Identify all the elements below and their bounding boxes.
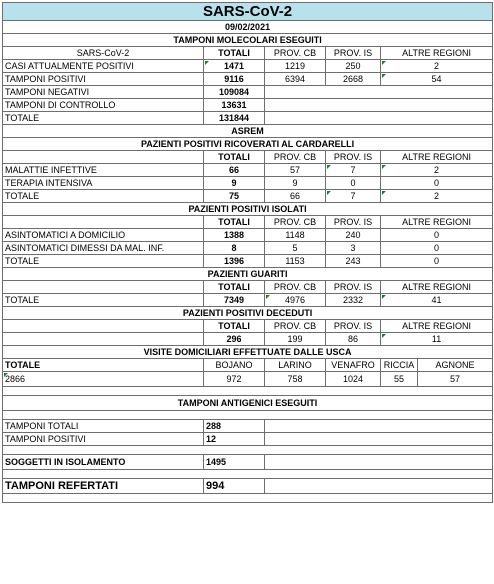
cell-altre: 41 [381, 294, 493, 307]
header-riccia: RICCIA [381, 359, 418, 372]
cell-altre: 0 [381, 255, 493, 268]
header-agnone: AGNONE [418, 359, 493, 372]
header-totali: TOTALI [204, 320, 265, 333]
cell-prov-cb: 5 [265, 242, 326, 255]
isolamento-value: 1495 [204, 455, 265, 470]
report-title: SARS-CoV-2 [3, 3, 493, 21]
cell-totali: 296 [204, 333, 265, 346]
cell-prov-cb: 1219 [265, 60, 326, 73]
cell-altre: 54 [381, 73, 493, 86]
visite-total-label: TOTALE [3, 359, 204, 372]
section-title-antigenici: TAMPONI ANTIGENICI ESEGUITI [3, 396, 493, 411]
report-table [2, 2, 493, 503]
cell-altre: 11 [381, 333, 493, 346]
cell-totali: 1471 [204, 60, 265, 73]
header-prov-cb: PROV. CB [265, 216, 326, 229]
spacer-row [3, 411, 493, 420]
row-label: TAMPONI DI CONTROLLO [3, 99, 204, 112]
cell-prov-is: 7 [326, 190, 381, 203]
empty-cell [3, 151, 204, 164]
row-label: TERAPIA INTENSIVA [3, 177, 204, 190]
empty-cell [265, 433, 493, 446]
cell-value: 12 [204, 433, 265, 446]
empty-cell [265, 112, 493, 125]
section-title-guariti: PAZIENTI GUARITI [3, 268, 493, 281]
header-prov-cb: PROV. CB [265, 151, 326, 164]
cell-totali: 131844 [204, 112, 265, 125]
cell-agnone: 57 [418, 372, 493, 387]
empty-cell [3, 333, 204, 346]
cell-prov-cb: 1153 [265, 255, 326, 268]
cell-totali: 1388 [204, 229, 265, 242]
empty-cell [3, 216, 204, 229]
header-altre-regioni: ALTRE REGIONI [381, 320, 493, 333]
cell-prov-is: 3 [326, 242, 381, 255]
header-bojano: BOJANO [204, 359, 265, 372]
cell-prov-cb: 1148 [265, 229, 326, 242]
cell-totali: 8 [204, 242, 265, 255]
header-altre-regioni: ALTRE REGIONI [381, 281, 493, 294]
cell-prov-is: 2332 [326, 294, 381, 307]
header-altre-regioni: ALTRE REGIONI [381, 151, 493, 164]
row-label: TAMPONI NEGATIVI [3, 86, 204, 99]
row-label: TOTALE [3, 112, 204, 125]
header-venafro: VENAFRO [326, 359, 381, 372]
section-title-visite: VISITE DOMICILIARI EFFETTUATE DALLE USCA [3, 346, 493, 359]
row-label: TAMPONI TOTALI [3, 420, 204, 433]
header-prov-cb: PROV. CB [265, 320, 326, 333]
cell-prov-is: 0 [326, 177, 381, 190]
cell-altre: 0 [381, 177, 493, 190]
row-label: TAMPONI POSITIVI [3, 433, 204, 446]
visite-total-value: 2866 [3, 372, 204, 387]
cell-value: 288 [204, 420, 265, 433]
empty-cell [3, 281, 204, 294]
section-title-molecolari: TAMPONI MOLECOLARI ESEGUITI [3, 34, 493, 47]
cell-altre: 2 [381, 164, 493, 177]
cell-totali: 9 [204, 177, 265, 190]
cell-prov-is: 7 [326, 164, 381, 177]
row-label: ASINTOMATICI DIMESSI DA MAL. INF. [3, 242, 204, 255]
header-larino: LARINO [265, 359, 326, 372]
empty-cell [265, 479, 493, 494]
row-label: TOTALE [3, 190, 204, 203]
column-label: SARS-CoV-2 [3, 47, 204, 60]
isolamento-label: SOGGETTI IN ISOLAMENTO [3, 455, 204, 470]
header-totali: TOTALI [204, 216, 265, 229]
header-altre-regioni: ALTRE REGIONI [381, 216, 493, 229]
cell-prov-cb: 9 [265, 177, 326, 190]
header-totali: TOTALI [204, 281, 265, 294]
section-title-deceduti: PAZIENTI POSITIVI DECEDUTI [3, 307, 493, 320]
cell-altre: 2 [381, 190, 493, 203]
refertati-value: 994 [204, 479, 265, 494]
cell-totali: 13631 [204, 99, 265, 112]
row-label: CASI ATTUALMENTE POSITIVI [3, 60, 204, 73]
cell-prov-is: 86 [326, 333, 381, 346]
cell-totali: 66 [204, 164, 265, 177]
cell-totali: 9116 [204, 73, 265, 86]
spacer-row [3, 470, 493, 479]
cell-totali: 1396 [204, 255, 265, 268]
cell-totali: 7349 [204, 294, 265, 307]
spacer-row [3, 494, 493, 503]
header-prov-cb: PROV. CB [265, 281, 326, 294]
empty-cell [265, 420, 493, 433]
cell-altre: 0 [381, 242, 493, 255]
row-label: TOTALE [3, 294, 204, 307]
header-totali: TOTALI [204, 47, 265, 60]
cell-prov-cb: 199 [265, 333, 326, 346]
cell-venafro: 1024 [326, 372, 381, 387]
cell-prov-cb: 6394 [265, 73, 326, 86]
empty-cell [265, 99, 493, 112]
header-totali: TOTALI [204, 151, 265, 164]
spacer-row [3, 387, 493, 396]
spreadsheet [2, 2, 492, 580]
cell-prov-cb: 57 [265, 164, 326, 177]
header-prov-is: PROV. IS [326, 320, 381, 333]
header-prov-is: PROV. IS [326, 281, 381, 294]
section-title-ricoverati: PAZIENTI POSITIVI RICOVERATI AL CARDARELLI [3, 138, 493, 151]
header-prov-cb: PROV. CB [265, 47, 326, 60]
cell-totali: 75 [204, 190, 265, 203]
row-label: TAMPONI POSITIVI [3, 73, 204, 86]
spacer-row [3, 446, 493, 455]
row-label: TOTALE [3, 255, 204, 268]
empty-cell [3, 320, 204, 333]
cell-altre: 2 [381, 60, 493, 73]
empty-cell [265, 86, 493, 99]
header-prov-is: PROV. IS [326, 151, 381, 164]
cell-totali: 109084 [204, 86, 265, 99]
cell-bojano: 972 [204, 372, 265, 387]
cell-prov-cb: 4976 [265, 294, 326, 307]
cell-prov-is: 2668 [326, 73, 381, 86]
refertati-label: TAMPONI REFERTATI [3, 479, 204, 494]
cell-larino: 758 [265, 372, 326, 387]
cell-prov-is: 243 [326, 255, 381, 268]
report-date: 09/02/2021 [3, 21, 493, 34]
row-label: MALATTIE INFETTIVE [3, 164, 204, 177]
row-label: ASINTOMATICI A DOMICILIO [3, 229, 204, 242]
cell-riccia: 55 [381, 372, 418, 387]
empty-cell [265, 455, 493, 470]
cell-prov-cb: 66 [265, 190, 326, 203]
header-prov-is: PROV. IS [326, 47, 381, 60]
cell-prov-is: 250 [326, 60, 381, 73]
cell-altre: 0 [381, 229, 493, 242]
section-title-isolati: PAZIENTI POSITIVI ISOLATI [3, 203, 493, 216]
asrem-label: ASREM [3, 125, 493, 138]
cell-prov-is: 240 [326, 229, 381, 242]
header-prov-is: PROV. IS [326, 216, 381, 229]
header-altre-regioni: ALTRE REGIONI [381, 47, 493, 60]
